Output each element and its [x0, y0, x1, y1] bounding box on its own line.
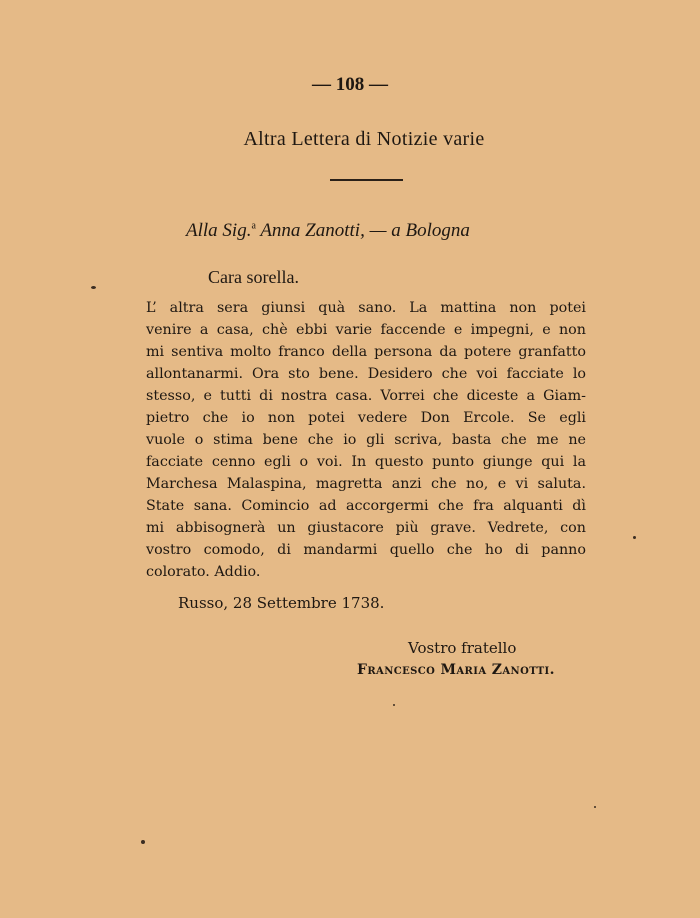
body-line: mi sentiva molto franco della persona da potere granfatto: [146, 344, 586, 360]
letter-heading: Altra Lettera di Notizie varie: [243, 128, 485, 150]
body-line: facciate cenno egli o voi. In questo punto giunge qui la: [146, 454, 586, 470]
page-number: — 108 —: [312, 74, 388, 95]
addressee-superscript: a: [251, 220, 256, 232]
body-line: stesso, e tutti di nostra casa. Vorrei che diceste a Giam-: [146, 388, 586, 404]
body-line: vostro comodo, di mandarmi quello che ho di panno: [146, 542, 586, 558]
signature: Francesco Maria Zanotti.: [357, 662, 555, 678]
date-line: Russo, 28 Settembre 1738.: [178, 594, 385, 612]
greeting: Cara sorella.: [208, 267, 299, 287]
paper-speck: [91, 286, 96, 289]
paper-speck: [141, 840, 145, 844]
body-line: venire a casa, chè ebbi varie faccende e impegni, e non: [146, 322, 586, 338]
body-line: Marchesa Malaspina, magretta anzi che no, e vi saluta.: [146, 476, 586, 492]
closing: Vostro fratello: [408, 639, 517, 657]
addressee-prefix: Alla Sig.: [186, 220, 252, 241]
paper-speck: [633, 536, 636, 539]
addressee-suffix: Anna Zanotti, — a Bologna: [255, 220, 470, 241]
body-line: State sana. Comincio ad accorgermi che fra alquanti dì: [146, 498, 586, 514]
body-line: vuole o stima bene che io gli scriva, basta che me ne: [146, 432, 586, 448]
body-line: allontanarmi. Ora sto bene. Desidero che voi facciate lo: [146, 366, 586, 382]
addressee-line: [186, 220, 470, 242]
heading-rule: [330, 179, 403, 181]
paper-speck: [393, 704, 395, 706]
letter-body: [146, 297, 586, 583]
body-line: pietro che io non potei vedere Don Ercole. Se egli: [146, 410, 586, 426]
body-line: L’ altra sera giunsi quà sano. La mattina non potei: [146, 300, 586, 316]
body-line: colorato. Addio.: [146, 564, 261, 580]
body-line: mi abbisognerà un giustacore più grave. Vedrete, con: [146, 520, 586, 536]
paper-speck: [594, 806, 596, 808]
